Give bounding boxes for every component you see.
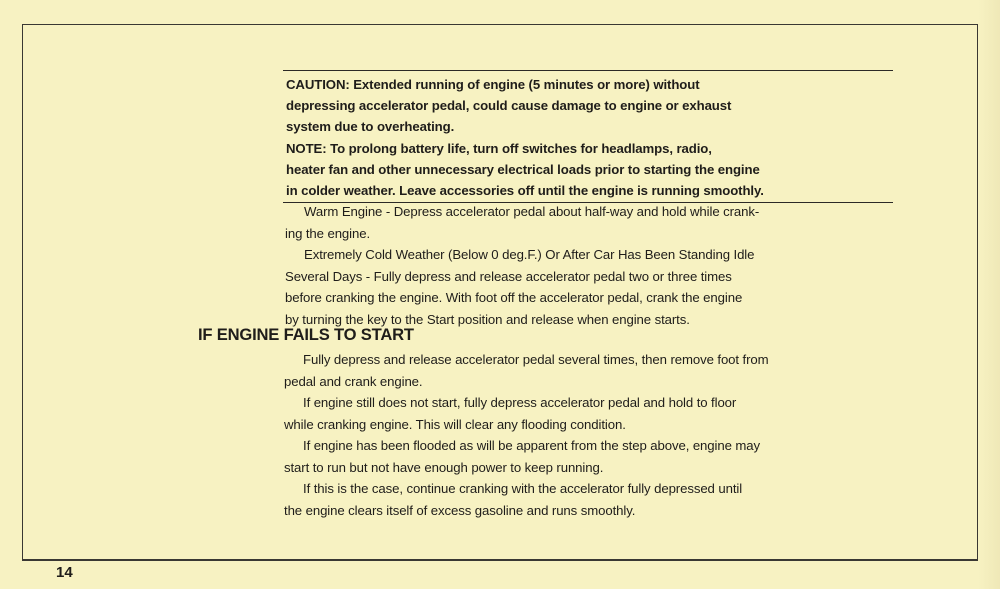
caution-note-box (283, 70, 893, 203)
fails-paragraph-line: Fully depress and release accelerator pedal several times, then remove foot from (303, 352, 769, 367)
starting-instructions (285, 201, 895, 331)
fails-paragraph-line: pedal and crank engine. (284, 373, 423, 389)
page-number: 14 (56, 564, 73, 581)
note-line: in colder weather. Leave accessories off until the engine is running smoothly. (286, 183, 764, 199)
note-line: heater fan and other unnecessary electrical loads prior to starting the engine (286, 161, 760, 177)
caution-line: system due to overheating. (286, 119, 455, 135)
cold-weather-line: Extremely Cold Weather (Below 0 deg.F.) Or After Car Has Been Standing Idle (304, 247, 755, 263)
caution-line: depressing accelerator pedal, could cause damage to engine or exhaust (286, 98, 732, 114)
section-heading: IF ENGINE FAILS TO START (198, 325, 414, 344)
fails-paragraph-line: while cranking engine. This will clear any flooding condition. (284, 416, 626, 432)
fails-paragraph-line: If engine still does not start, fully depress accelerator pedal and hold to floor (303, 395, 737, 410)
cold-weather-line: before cranking the engine. With foot off the accelerator pedal, crank the engine (285, 290, 743, 306)
fails-paragraph-line: start to run but not have enough power to keep running. (284, 459, 604, 475)
caution-line: CAUTION: Extended running of engine (5 minutes or more) without (286, 77, 700, 92)
fails-to-start-instructions (284, 349, 904, 521)
note-line: NOTE: To prolong battery life, turn off switches for headlamps, radio, (286, 140, 712, 156)
page-edge-shadow (978, 0, 1000, 589)
warm-engine-line: ing the engine. (285, 225, 371, 241)
fails-paragraph-line: the engine clears itself of excess gasoline and runs smoothly. (284, 502, 636, 518)
fails-paragraph-line: If this is the case, continue cranking with the accelerator fully depressed until (303, 481, 743, 496)
warm-engine-line: Warm Engine - Depress accelerator pedal about half-way and hold while crank- (304, 204, 760, 219)
cold-weather-line: by turning the key to the Start position and release when engine starts. (285, 311, 690, 327)
cold-weather-line: Several Days - Fully depress and release accelerator pedal two or three times (285, 268, 732, 284)
fails-paragraph-line: If engine has been flooded as will be apparent from the step above, engine may (303, 438, 761, 453)
